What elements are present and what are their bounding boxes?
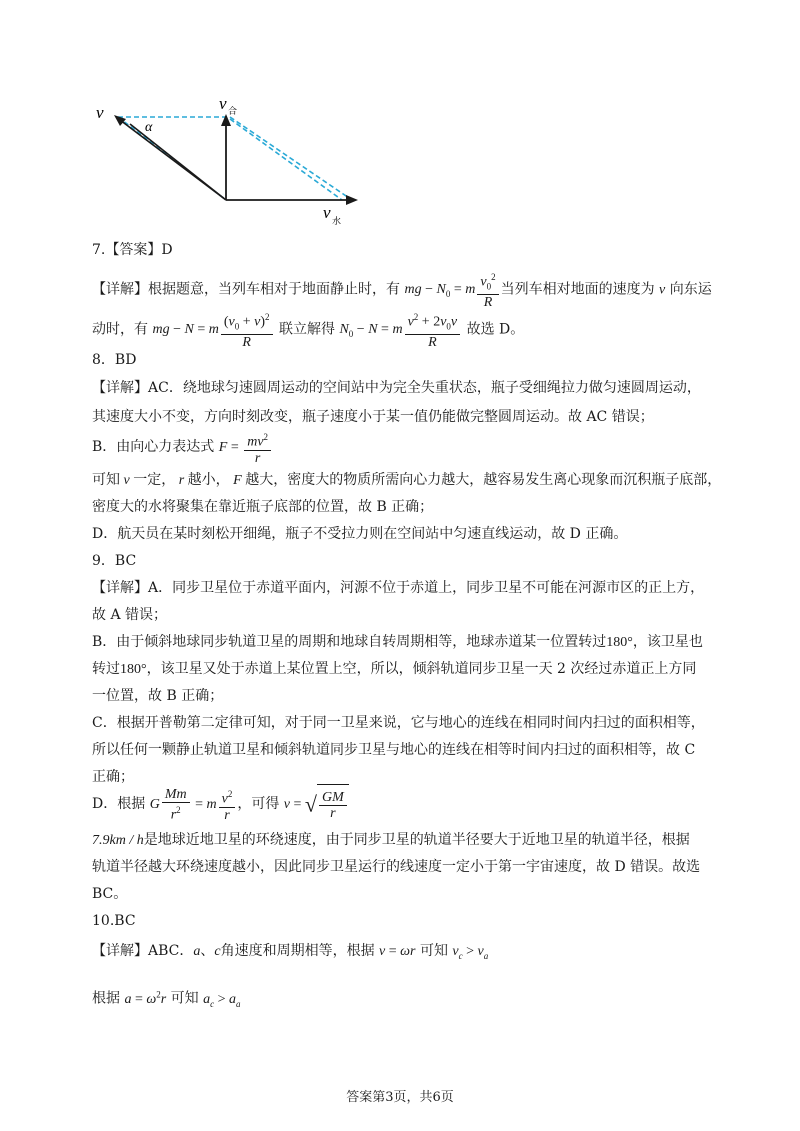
q9-text-3a: B．由于倾斜地球同步轨道卫星的周期和地球自转周期相等，地球赤道某一位置转过: [92, 634, 607, 650]
q10-line1: 【详解】ABC．a、c角速度和周期相等，根据 v = ωr 可知 $v_c > v_a$: [92, 943, 489, 961]
q9-line2: 故 A 错误；: [92, 607, 168, 623]
q9-line4: [92, 659, 696, 680]
label-v-shui-sub: 水: [332, 216, 342, 226]
q7-detail-line2: [92, 310, 524, 351]
label-v-he-sub: 合: [228, 106, 238, 116]
q9-text-4b: ，该卫星又处于赤道上某位置上空，所以，倾斜轨道同步卫星一天 2 次经过赤道正上方同: [146, 661, 697, 677]
q7-detail-line1: [92, 270, 712, 311]
q7-eq3: $N_0 - N = m$ $\frac{v^2 + 2v_0v}{R}$: [339, 322, 462, 337]
q7-text-2b: 联立解得: [279, 321, 335, 338]
q10-ineq-a: $a_c > a_a$: [203, 991, 241, 1009]
q8-line1: 【详解】AC．绕地球匀速圆周运动的空间站中为完全失重状态，瓶子受细绳拉力做匀速圆周运动，: [92, 380, 701, 396]
q9-line5: 一位置，故 B 正确；: [92, 688, 224, 704]
label-v-he: v: [219, 94, 227, 113]
q9-speed: 7.9km / h: [92, 833, 144, 848]
q9-eq-gravity: G $\frac{Mm}{r^2}$ = m $\frac{v^2}{r}$: [150, 797, 238, 812]
q8-text-3: B．由向心力表达式: [92, 439, 215, 456]
q8-text-4b: 一定，: [133, 472, 176, 488]
label-v: v: [96, 103, 104, 122]
velocity-diagram: [0, 0, 800, 240]
q7-heading: 7.【答案】D: [92, 242, 173, 258]
q10-text-1b: 角速度和周期相等，根据: [220, 943, 375, 959]
q7-detail-label: 【详解】: [92, 281, 148, 298]
q9-line10: [92, 830, 690, 851]
q9-heading: 9．BC: [92, 553, 137, 569]
q9-text-9a: D．根据: [92, 796, 146, 812]
q9-text-10b: 是地球近地卫星的环绕速度，由于同步卫星的轨道半径要大于近地卫星的轨道半径，根据: [143, 832, 690, 848]
q8-text-4d: 越大，密度大的物质所需向心力越大，越容易发生离心现象而沉积瓶子底部，: [245, 472, 722, 488]
q8-heading: 8．BD: [92, 352, 137, 368]
q10-heading: 10.BC: [92, 913, 136, 929]
q10-eq-v: v = ωr: [379, 944, 416, 959]
q9-text-3b: ，该卫星也: [632, 634, 703, 650]
q9-text-9b: ，可得: [237, 796, 280, 812]
dashed-diagonal-line-2: [230, 117, 352, 200]
vector-v-shui-arrowhead: [346, 195, 358, 205]
q9-line1: 【详解】A．同步卫星位于赤道平面内，河源不位于赤道上，同步卫星不可能在河源市区的正上方，: [92, 580, 705, 596]
label-v-shui: v: [323, 203, 331, 222]
q8-line4: 可知 v 一定， r 越小， F 越大，密度大的物质所需向心力越大，越容易发生离心现象而沉积瓶子底部，: [92, 472, 722, 488]
q7-text-1b: 当列车相对地面的速度为: [500, 281, 655, 298]
q10-ineq-v: $v_c > v_a$: [452, 944, 489, 961]
q7-text-1a: 根据题意，当列车相对于地面静止时，有: [148, 281, 400, 298]
q9-text-4a: 转过: [92, 661, 120, 677]
q7-text-1c: 向东运: [669, 281, 712, 298]
q8-text-4c: 越小，: [187, 472, 230, 488]
q7-eq2: mg − N = m $\frac{(v_0 + v)^2}{R}$: [152, 322, 274, 337]
q7-text-2c: 故选 D。: [466, 321, 525, 338]
q9-line12: BC。: [92, 886, 128, 902]
page-footer: 答案第3页，共6页: [346, 1090, 454, 1105]
q9-line7: 所以任何一颗静止轨道卫星和倾斜轨道同步卫星与地心的连线在相等时间内扫过的面积相等，故 C: [92, 742, 696, 758]
q10-text-1c: 可知: [419, 943, 448, 959]
q10-text-1a: 【详解】ABC．: [92, 943, 194, 959]
q8-text-4a: 可知: [92, 472, 120, 488]
q9-eq-velocity: v = √ $\frac{GM}{r}$: [284, 797, 349, 812]
q7-text-2a: 动时，有: [92, 321, 148, 338]
q8-line5: 密度大的水将聚集在靠近瓶子底部的位置，故 B 正确；: [92, 499, 434, 515]
q9-line8: 正确；: [92, 769, 134, 785]
q9-line9: [92, 784, 349, 825]
q9-line6: C．根据开普勒第二定律可知，对于同一卫星来说，它与地心的连线在相同时间内扫过的面积相等，: [92, 715, 705, 731]
q8-eq-force: F = $\frac{mv^2}{r}$: [219, 440, 273, 455]
label-alpha: α: [145, 120, 153, 135]
q10-text-2b: 可知: [170, 990, 199, 1007]
q7-eq1: mg − $N_0 = m$ $\frac{v_0^2}{R}$: [404, 282, 500, 297]
q8-line3: [92, 430, 273, 466]
q10-text-2a: 根据: [92, 990, 120, 1007]
q7-var-v: v: [659, 282, 666, 298]
q9-deg-2: 180°: [120, 662, 147, 677]
q9-line3: [92, 632, 703, 653]
q9-line11: 轨道半径越大环绕速度越小，因此同步卫星运行的线速度一定小于第一宇宙速度，故 D 错误。故选: [92, 859, 701, 875]
q9-deg-1: 180°: [606, 635, 633, 650]
q10-eq-a: $a = \omega^2r$: [124, 989, 167, 1007]
q10-line2: [92, 984, 241, 1013]
dashed-diagonal-line-3: [230, 119, 342, 200]
q8-line6: D．航天员在某时刻松开细绳，瓶子不受拉力则在空间站中匀速直线运动，故 D 正确。: [92, 526, 628, 542]
q8-line2: 其速度大小不变，方向时刻改变，瓶子速度小于某一值仍能做完整圆周运动。故 AC 错误；: [92, 409, 654, 425]
vector-v-component: [130, 124, 226, 200]
